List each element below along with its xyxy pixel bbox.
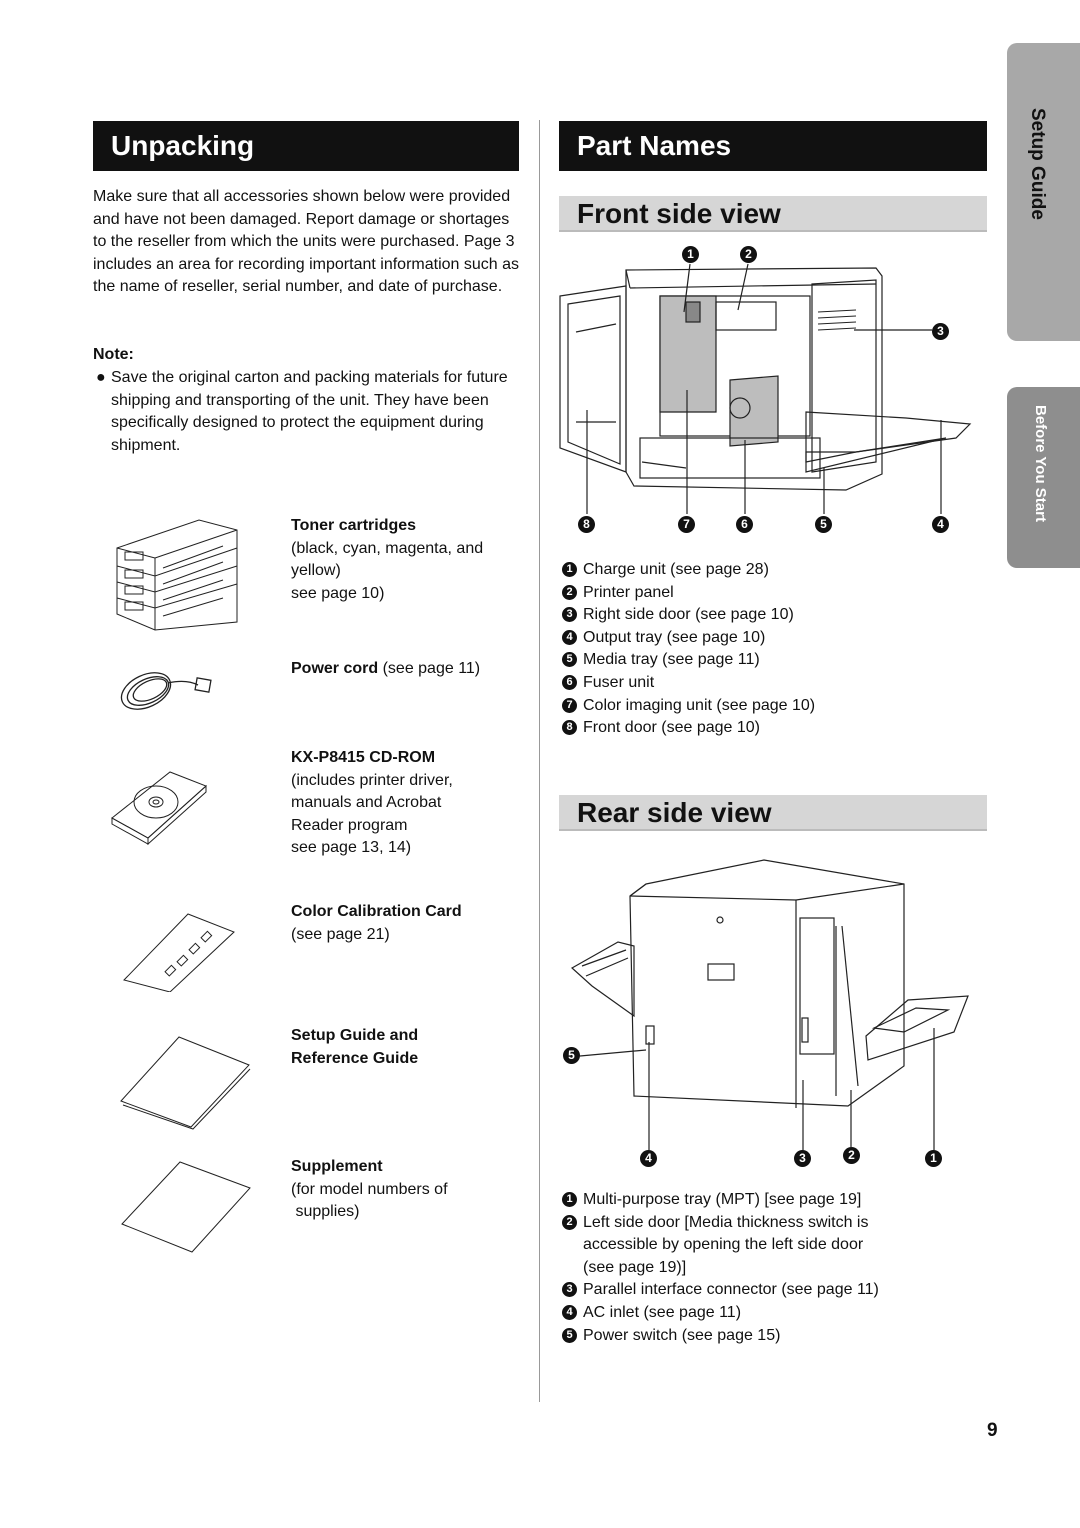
guides-title-line: Reference Guide (291, 1049, 419, 1067)
rear-legend-row (562, 1302, 982, 1325)
toner-cartridges-title: Toner cartridges (291, 517, 417, 534)
cd-rom-text (291, 747, 453, 860)
setup-guide-tab-label: Setup Guide (1027, 108, 1048, 220)
supplement-illustration (118, 1160, 253, 1255)
power-cord-illustration (116, 663, 216, 718)
rear-callout-5: 5 (563, 1047, 580, 1064)
rear-callout-4: 4 (640, 1150, 657, 1167)
front-legend-text: Right side door (see page 10) (583, 606, 794, 624)
cd-rom-line: (includes printer driver, (291, 771, 453, 789)
front-side-view-heading: Front side view (559, 196, 987, 232)
rear-callout-2: 2 (843, 1147, 860, 1164)
front-callout-2: 2 (740, 246, 757, 263)
unpacking-heading: Unpacking (93, 121, 519, 171)
rear-legend-number: 5 (562, 1328, 577, 1343)
rear-legend-line: Left side door [Media thickness switch is (583, 1213, 869, 1231)
front-legend-number: 5 (562, 652, 577, 667)
rear-callout-1: 1 (925, 1150, 942, 1167)
rear-legend-line: (see page 19)] (583, 1258, 687, 1276)
guides-text (291, 1025, 418, 1070)
front-legend-number: 8 (562, 720, 577, 735)
rear-leader-lines (568, 1020, 978, 1180)
note-bullet-icon: ● (96, 369, 106, 386)
front-legend-text: Printer panel (583, 583, 674, 601)
front-legend-row (562, 717, 982, 740)
rear-legend-number: 3 (562, 1282, 577, 1297)
front-legend-text: Output tray (see page 10) (583, 628, 766, 646)
rear-legend-text (583, 1212, 868, 1280)
front-legend-row (562, 672, 982, 695)
rear-legend-text: Multi-purpose tray (MPT) [see page 19] (583, 1191, 862, 1208)
unpacking-intro: Make sure that all accessories shown below were provided and have not been damaged. Report damage or shortages to the reseller from which the units were purchased. Page 3 includes an area for recording important information such as the name of reseller, serial number, and date of purchase. (93, 188, 519, 296)
front-callout-8: 8 (578, 516, 595, 533)
front-callout-7: 7 (678, 516, 695, 533)
guides-booklet-illustration (117, 1035, 252, 1130)
front-legend-row (562, 649, 982, 672)
power-cord-detail: (see page 11) (378, 660, 481, 677)
front-legend-text: Fuser unit (583, 673, 655, 691)
front-leader-lines (556, 250, 976, 540)
power-cord-title: Power cord (291, 660, 379, 677)
toner-cartridges-illustration (113, 518, 243, 633)
front-legend-text: Charge unit (see page 28) (583, 561, 769, 578)
color-calibration-card-line: (see page 21) (291, 925, 390, 943)
before-you-start-tab-label: Before You Start (1032, 405, 1049, 522)
front-legend-row (562, 627, 982, 650)
rear-legend-number: 2 (562, 1215, 577, 1230)
front-callout-1: 1 (682, 246, 699, 263)
rear-legend-row (562, 1325, 982, 1348)
front-legend-number: 6 (562, 675, 577, 690)
front-legend-number: 4 (562, 630, 577, 645)
front-legend-text: Front door (see page 10) (583, 719, 760, 737)
toner-cartridges-line: yellow) (291, 562, 341, 580)
front-legend-number: 7 (562, 698, 577, 713)
cd-rom-line: Reader program (291, 816, 408, 834)
front-legend-text: Media tray (see page 11) (583, 651, 760, 669)
front-callout-6: 6 (736, 516, 753, 533)
page-number: 9 (987, 1420, 998, 1441)
front-legend (562, 559, 982, 740)
front-legend-row (562, 559, 982, 582)
rear-legend-number: 4 (562, 1305, 577, 1320)
cd-rom-illustration (108, 768, 208, 848)
cd-rom-title: KX-P8415 CD-ROM (291, 749, 436, 766)
front-legend-row (562, 695, 982, 718)
note-text: Save the original carton and packing materials for future shipping and transporting of the unit. They have been specifically designed to protect the equipment during shipment. (111, 369, 508, 454)
color-calibration-card-title: Color Calibration Card (291, 903, 462, 920)
color-calibration-card-illustration (122, 912, 237, 992)
front-callout-4: 4 (932, 516, 949, 533)
front-legend-text: Color imaging unit (see page 10) (583, 696, 816, 714)
rear-legend (562, 1189, 982, 1347)
rear-legend-text: AC inlet (see page 11) (583, 1303, 742, 1321)
front-legend-number: 2 (562, 585, 577, 600)
rear-legend-row (562, 1212, 982, 1280)
guides-title-line: Setup Guide and (291, 1027, 419, 1044)
toner-cartridges-line: (black, cyan, magenta, and (291, 539, 484, 557)
rear-legend-row (562, 1189, 982, 1212)
rear-legend-text: Power switch (see page 15) (583, 1326, 781, 1344)
column-divider (539, 120, 540, 1402)
color-calibration-card-text (291, 901, 462, 946)
note-label: Note: (93, 346, 134, 363)
toner-cartridges-text (291, 515, 483, 605)
rear-legend-number: 1 (562, 1192, 577, 1207)
supplement-line: (for model numbers of (291, 1180, 448, 1198)
front-legend-row (562, 604, 982, 627)
supplement-text (291, 1156, 448, 1224)
cd-rom-line: manuals and Acrobat (291, 794, 442, 812)
front-legend-number: 3 (562, 607, 577, 622)
supplement-line: supplies) (291, 1203, 360, 1221)
supplement-title: Supplement (291, 1158, 383, 1175)
front-callout-5: 5 (815, 516, 832, 533)
rear-side-view-heading: Rear side view (559, 795, 987, 831)
rear-legend-row (562, 1279, 982, 1302)
power-cord-text (291, 658, 480, 681)
toner-cartridges-line: see page 10) (291, 584, 385, 602)
front-legend-number: 1 (562, 562, 577, 577)
front-callout-3: 3 (932, 323, 949, 340)
cd-rom-line: see page 13, 14) (291, 839, 412, 857)
rear-legend-text: Parallel interface connector (see page 11) (583, 1281, 879, 1299)
front-legend-row (562, 582, 982, 605)
rear-callout-3: 3 (794, 1150, 811, 1167)
rear-legend-line: accessible by opening the left side door (583, 1236, 864, 1254)
part-names-heading: Part Names (559, 121, 987, 171)
